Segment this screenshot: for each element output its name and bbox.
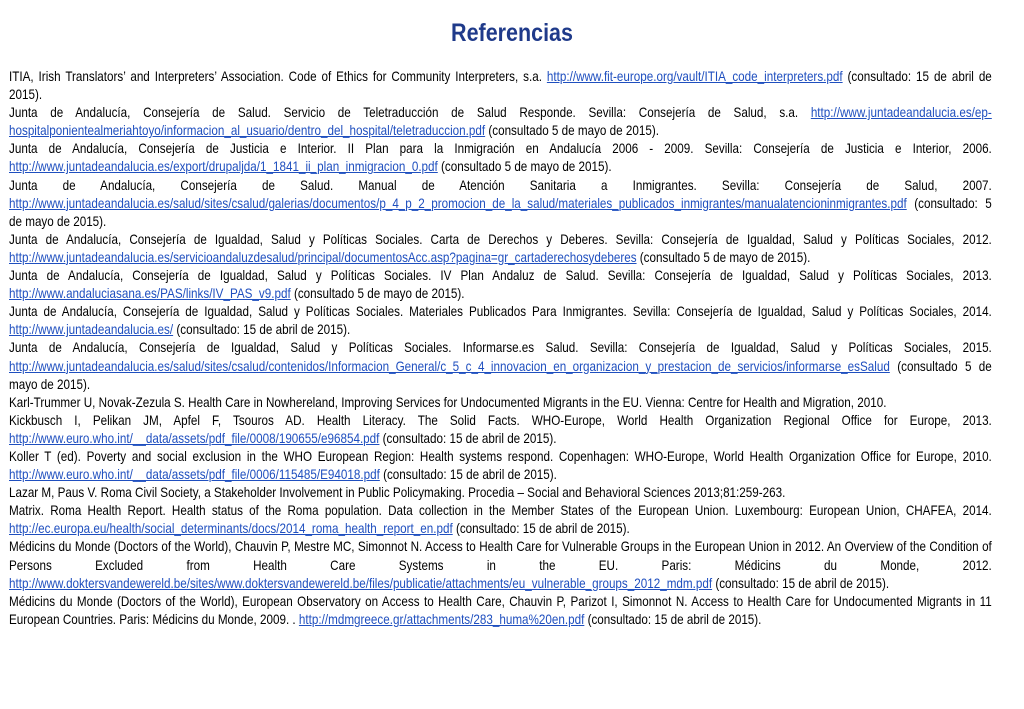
reference-text: Junta de Andalucía, Consejería de Salud. Manual de Atención Sanitaria a Inmigrantes. Sevilla: Consejería de Salud, 2007. <box>9 176 992 193</box>
reference-link[interactable]: http://www.euro.who.int/__data/assets/pdf_file/0008/190655/e96854.pdf <box>9 429 380 446</box>
reference-note: (consultado 5 de mayo de 2015). <box>290 285 465 302</box>
reference-text: Lazar M, Paus V. Roma Civil Society, a Stakeholder Involvement in Public Policymaking. Procedia – Social and Behavioral Sciences 2013;81:259-263. <box>9 484 786 501</box>
reference-item <box>9 103 992 139</box>
reference-text: Médicins du Monde (Doctors of the World), European Observatory on Access to Health Care, Chauvin P, Parizot I, Simonnot N. Access to Health Care for Undocumented Migrants in 11 European Countries. Paris: Médicins du Monde, 2009. . <box>9 592 992 627</box>
reference-link[interactable]: http://www.juntadeandalucia.es/servicioandaluzdesalud/principal/documentosAcc.asp?pagina=gr_cartaderechosydeberes <box>9 248 637 265</box>
reference-item <box>9 537 992 591</box>
reference-link[interactable]: http://www.juntadeandalucia.es/salud/sites/csalud/contenidos/Informacion_General/c_5_c_4_innovacion_en_organizacion_y_prestacion_de_servicios/informarse_esSalud <box>9 357 890 374</box>
reference-note: (consultado: 15 de abril de 2015). <box>452 520 630 537</box>
reference-note: (consultado: 15 de abril de 2015). <box>9 68 992 103</box>
reference-note: (consultado 5 de mayo de 2015). <box>636 248 811 265</box>
reference-text: ITIA, Irish Translators’ and Interpreters’ Association. Code of Ethics for Community Interpreters, s.a. <box>9 68 547 84</box>
reference-text: Junta de Andalucía, Consejería de Igualdad, Salud y Políticas Sociales. IV Plan Andaluz de Salud. Sevilla: Consejería de Igualdad, Salud y Políticas Sociales, 2013. <box>9 267 992 284</box>
reference-link[interactable]: http://www.juntadeandalucia.es/ep-hospitalponientealmeriahtoyo/informacion_al_usuario/dentro_del_hospital/teletraduccion.pdf <box>9 104 992 139</box>
reference-item <box>9 67 992 103</box>
reference-note: (consultado: 15 de abril de 2015). <box>379 466 557 483</box>
reference-item <box>9 393 992 411</box>
reference-link[interactable]: http://www.andaluciasana.es/PAS/links/IV_PAS_v9.pdf <box>9 285 291 302</box>
reference-item <box>9 139 992 175</box>
reference-note: (consultado: 15 de abril de 2015). <box>584 610 762 627</box>
reference-link[interactable]: http://www.juntadeandalucia.es/export/drupaljda/1_1841_ii_plan_inmigracion_0.pdf <box>9 158 438 175</box>
reference-text: Médicins du Monde (Doctors of the World), Chauvin P, Mestre MC, Simonnot N. Access to Health Care for Vulnerable Groups in the European Union in 2012. An Overview of the Condition of Persons Excluded from Health Care Systems in the EU. Paris: Médicins du Monde, 2012. <box>9 538 992 573</box>
reference-text: Matrix. Roma Health Report. Health status of the Roma population. Data collection in the Member States of the European Union. Luxembourg: European Union, CHAFEA, 2014. <box>9 502 992 519</box>
reference-list <box>9 67 992 628</box>
reference-item <box>9 592 992 628</box>
reference-note: (consultado: 15 de abril de 2015). <box>379 429 557 446</box>
reference-text: Koller T (ed). Poverty and social exclusion in the WHO European Region: Health systems respond. Copenhagen: WHO-Europe, World Health Organization Office for Europe, 2010. <box>9 447 992 464</box>
reference-link[interactable]: http://www.juntadeandalucia.es/ <box>9 321 174 338</box>
reference-text: Junta de Andalucía, Consejería de Igualdad, Salud y Políticas Sociales. Carta de Derechos y Deberes. Sevilla: Consejería de Igualdad, Salud y Políticas Sociales, 2012. <box>9 230 992 247</box>
reference-item <box>9 338 992 392</box>
reference-link[interactable]: http://www.doktersvandewereld.be/sites/www.doktersvandewereld.be/files/publicatie/attachments/eu_vulnerable_groups_2012_mdm.pdf <box>9 574 713 591</box>
reference-note: (consultado: 15 de abril de 2015). <box>712 574 890 591</box>
reference-text: Kickbusch I, Pelikan JM, Apfel F, Tsouros AD. Health Literacy. The Solid Facts. WHO-Europe, World Health Organization Regional Office for Europe, 2013. <box>9 411 992 428</box>
reference-link[interactable]: http://mdmgreece.gr/attachments/283_huma%20en.pdf <box>298 610 585 627</box>
reference-item <box>9 266 992 302</box>
reference-item <box>9 501 992 537</box>
reference-text: Junta de Andalucía, Consejería de Igualdad, Salud y Políticas Sociales. Informarse.es Salud. Sevilla: Consejería de Igualdad, Salud y Políticas Sociales, 2015. <box>9 339 992 356</box>
reference-text: Junta de Andalucía, Consejería de Justicia e Interior. II Plan para la Inmigración en Andalucía 2006 - 2009. Sevilla: Consejería de Justicia e Interior, 2006. <box>9 140 992 157</box>
reference-item <box>9 230 992 266</box>
reference-item <box>9 483 992 501</box>
reference-text: Junta de Andalucía, Consejería de Salud. Servicio de Teletraducción de Salud Responde. Sevilla: Consejería de Salud, s.a. <box>9 104 811 121</box>
reference-link[interactable]: http://www.fit-europe.org/vault/ITIA_code_interpreters.pdf <box>546 68 843 84</box>
reference-note: (consultado: 15 de abril de 2015). <box>173 321 351 338</box>
reference-item <box>9 447 992 483</box>
reference-text: Karl-Trummer U, Novak-Zezula S. Health Care in Nowhereland, Improving Services for Undocumented Migrants in the EU. Vienna: Centre for Health and Migration, 2010. <box>9 393 887 410</box>
reference-item <box>9 302 992 338</box>
reference-note: (consultado 5 de mayo de 2015). <box>485 122 659 139</box>
page-title: Referencias <box>451 19 573 47</box>
reference-text: Junta de Andalucía, Consejería de Igualdad, Salud y Políticas Sociales. Materiales Publicados Para Inmigrantes. Sevilla: Consejería de Igualdad, Salud y Políticas Sociales, 2014. <box>9 303 992 320</box>
reference-link[interactable]: http://www.juntadeandalucia.es/salud/sites/csalud/galerias/documentos/p_4_p_2_promocion_de_la_salud/materiales_publicados_inmigrantes/manualatencioninmigrantes.pdf <box>9 194 907 211</box>
reference-item <box>9 176 992 230</box>
reference-note: (consultado: 5 de mayo de 2015). <box>9 194 992 229</box>
reference-note: (consultado 5 de mayo de 2015). <box>9 357 992 392</box>
reference-link[interactable]: http://ec.europa.eu/health/social_determinants/docs/2014_roma_health_report_en.pdf <box>9 520 453 537</box>
reference-note: (consultado 5 de mayo de 2015). <box>437 158 612 175</box>
reference-item <box>9 411 992 447</box>
reference-link[interactable]: http://www.euro.who.int/__data/assets/pdf_file/0006/115485/E94018.pdf <box>9 466 380 483</box>
